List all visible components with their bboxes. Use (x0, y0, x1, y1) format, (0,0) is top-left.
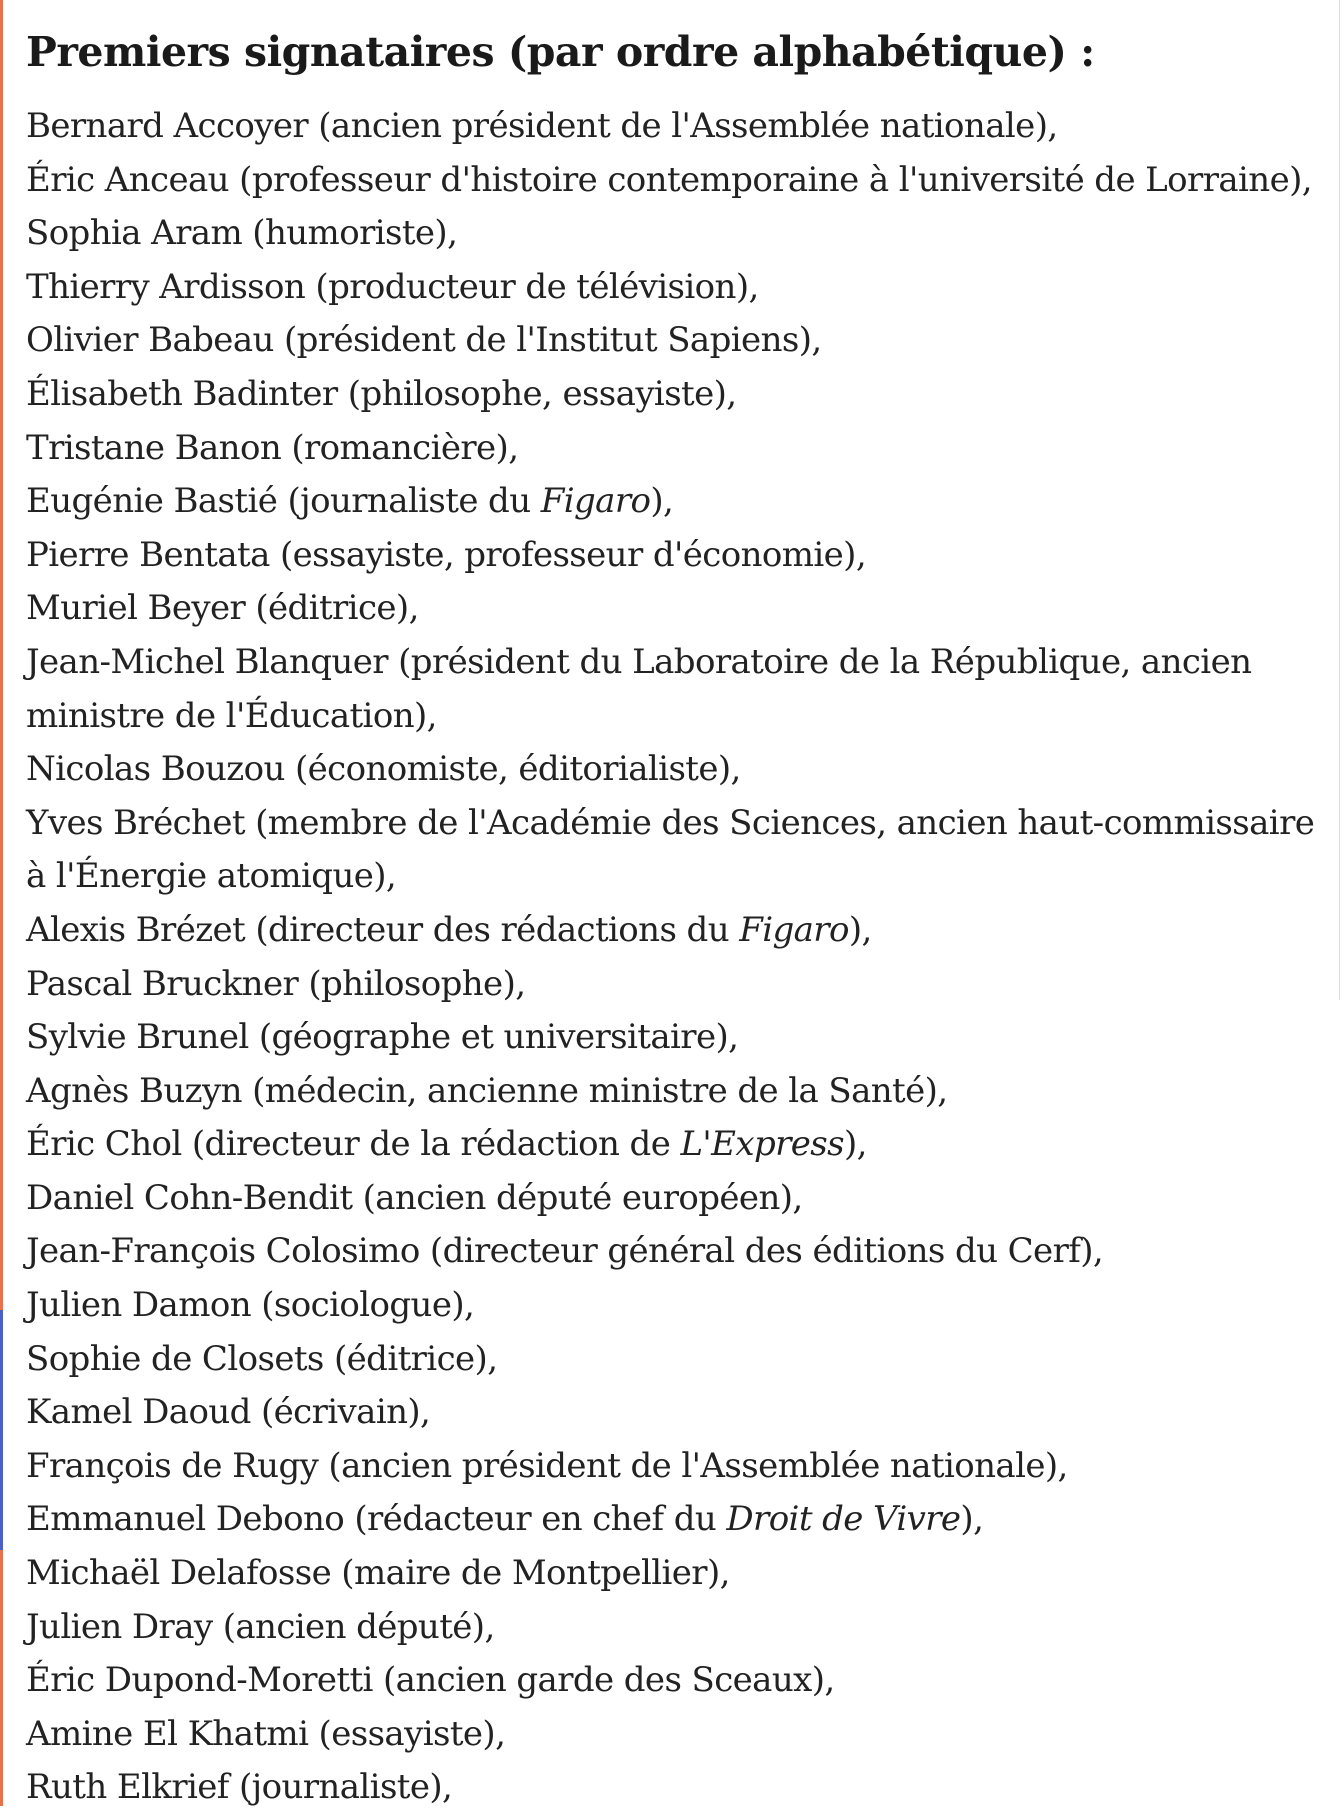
signatory-text-end: ), (650, 481, 674, 522)
signatory-text: Olivier Babeau (président de l'Institut Sapiens), (26, 320, 822, 361)
signatory-text: Nicolas Bouzou (économiste, éditorialiste), (26, 749, 741, 790)
signatory-item (26, 422, 1316, 476)
signatory-item (26, 1761, 1316, 1815)
signatory-text: Jean-François Colosimo (directeur général des éditions du Cerf), (26, 1231, 1104, 1272)
signatory-item (26, 368, 1316, 422)
signatory-text: Alexis Brézet (directeur des rédactions du (26, 909, 740, 950)
signatory-item (26, 1547, 1316, 1601)
signatory-item (26, 904, 1316, 958)
left-accent-bar (0, 0, 3, 1310)
signatory-item (26, 1708, 1316, 1762)
article-section (26, 18, 1316, 1815)
signatory-text: Pierre Bentata (essayiste, professeur d'économie), (26, 534, 867, 575)
signatory-item (26, 1333, 1316, 1387)
signatory-item (26, 1279, 1316, 1333)
left-accent-bar-blue (0, 1310, 3, 1550)
signatory-text: Eugénie Bastié (journaliste du (26, 481, 541, 522)
publication-title: L'Express (680, 1124, 844, 1165)
signatory-text-end: ), (960, 1499, 984, 1540)
right-divider (1339, 0, 1340, 1000)
signatory-text: Kamel Daoud (écrivain), (26, 1392, 431, 1433)
signatory-text: Agnès Buzyn (médecin, ancienne ministre de la Santé), (26, 1070, 948, 1111)
signatory-text: Yves Bréchet (membre de l'Académie des Sciences, ancien haut-commissaire à l'Énergie atomique), (26, 802, 1315, 897)
signatory-item (26, 1493, 1316, 1547)
signatory-item (26, 1011, 1316, 1065)
signatory-item (26, 1172, 1316, 1226)
signatory-item (26, 261, 1316, 315)
publication-title: Figaro (540, 481, 651, 522)
signatory-item (26, 1601, 1316, 1655)
signatory-item (26, 1654, 1316, 1708)
signatory-text: Michaël Delafosse (maire de Montpellier), (26, 1553, 730, 1594)
signatory-text: Julien Dray (ancien député), (26, 1606, 495, 1647)
signatory-item (26, 743, 1316, 797)
signatory-item (26, 529, 1316, 583)
signatory-text: Sophie de Closets (éditrice), (26, 1338, 498, 1379)
signatory-text: Tristane Banon (romancière), (26, 427, 519, 468)
signatory-text: Sylvie Brunel (géographe et universitaire), (26, 1017, 739, 1058)
signatory-text: Jean-Michel Blanquer (président du Laboratoire de la République, ancien ministre de l'Éducation), (26, 641, 1252, 736)
signatory-item (26, 1118, 1316, 1172)
signatory-item (26, 1065, 1316, 1119)
signatory-text: Emmanuel Debono (rédacteur en chef du (26, 1499, 727, 1540)
signatory-text: Éric Anceau (professeur d'histoire contemporaine à l'université de Lorraine), (26, 159, 1312, 200)
signatory-item (26, 207, 1316, 261)
publication-title: Figaro (739, 909, 849, 950)
signatories-list (26, 100, 1316, 1815)
signatory-text-end: ), (848, 909, 872, 950)
signatory-text-end: ), (844, 1124, 867, 1165)
signatory-text: Pascal Bruckner (philosophe), (26, 963, 526, 1004)
signatory-text: Muriel Beyer (éditrice), (26, 588, 419, 629)
signatory-text: Sophia Aram (humoriste), (26, 213, 458, 254)
signatory-item (26, 1225, 1316, 1279)
signatory-text: François de Rugy (ancien président de l'Assemblée nationale), (26, 1445, 1068, 1486)
signatory-text: Daniel Cohn-Bendit (ancien député européen), (26, 1177, 803, 1218)
signatory-item (26, 1440, 1316, 1494)
signatory-text: Éric Chol (directeur de la rédaction de (26, 1124, 681, 1165)
signatory-item (26, 1386, 1316, 1440)
signatory-text: Bernard Accoyer (ancien président de l'Assemblée nationale), (26, 106, 1058, 146)
signatory-text: Ruth Elkrief (journaliste), (26, 1767, 453, 1808)
left-accent-bar-lower (0, 1550, 3, 1806)
signatory-item (26, 797, 1316, 904)
signatory-item (26, 100, 1316, 154)
signatory-item (26, 582, 1316, 636)
signatory-item (26, 958, 1316, 1012)
section-heading: Premiers signataires (par ordre alphabétique) : (26, 28, 1095, 76)
signatory-item (26, 154, 1316, 208)
signatory-text: Élisabeth Badinter (philosophe, essayiste), (26, 373, 737, 414)
signatory-item (26, 636, 1316, 743)
signatory-text: Éric Dupond-Moretti (ancien garde des Sceaux), (26, 1660, 835, 1701)
publication-title: Droit de Vivre (726, 1499, 961, 1540)
signatory-item (26, 475, 1316, 529)
signatory-item (26, 314, 1316, 368)
signatory-text: Thierry Ardisson (producteur de télévision), (26, 266, 759, 307)
signatory-text: Amine El Khatmi (essayiste), (26, 1713, 506, 1754)
signatory-text: Julien Damon (sociologue), (26, 1285, 475, 1326)
